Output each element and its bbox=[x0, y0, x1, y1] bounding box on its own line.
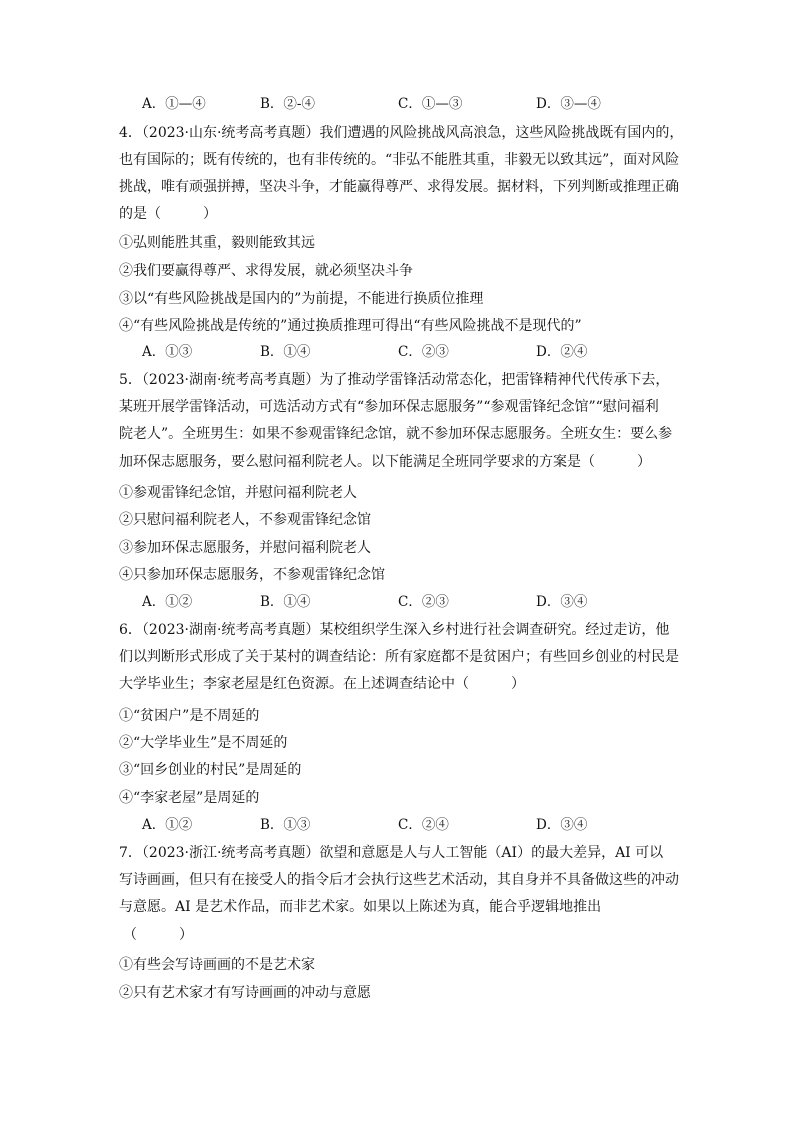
q6-statement-3: ③“回乡创业的村民”是周延的 bbox=[119, 762, 302, 778]
q6-stem-line-2: 们以判断形式形成了关于某村的调查结论：所有家庭都不是贫困户；有些回乡创业的村民是 bbox=[119, 649, 679, 665]
q5-option-a: A．①② bbox=[142, 594, 193, 610]
q4-statement-3: ③以“有些风险挑战是国内的”为前提，不能进行换质位推理 bbox=[119, 291, 484, 307]
q6-statement-4: ④“李家老屋”是周延的 bbox=[119, 790, 260, 806]
q3-option-a: A．①—④ bbox=[142, 96, 206, 112]
q4-stem-line-2: 也有国际的；既有传统的，也有非传统的。“非弘不能胜其重，非毅无以致其远”，面对风险 bbox=[119, 152, 680, 168]
q6-option-a: A．①② bbox=[142, 817, 193, 833]
q7-statement-1: ①有些会写诗画画的不是艺术家 bbox=[119, 957, 315, 973]
q5-options bbox=[142, 592, 662, 612]
q4-statement-4: ④“有些风险挑战是传统的”通过换质推理可得出“有些风险挑战不是现代的” bbox=[119, 318, 582, 334]
q7-statement-2: ②只有艺术家才有写诗画画的冲动与意愿 bbox=[119, 985, 371, 1001]
q5-statement-1: ①参观雷锋纪念馆，并慰问福利院老人 bbox=[119, 485, 357, 501]
q6-option-d: D．③④ bbox=[536, 817, 588, 833]
q6-statement-1: ①“贫困户”是不周延的 bbox=[119, 708, 260, 724]
q4-statement-1: ①弘则能胜其重，毅则能致其远 bbox=[119, 235, 315, 251]
q7-stem-line-2: 写诗画画，但只有在接受人的指令后才会执行这些艺术活动，其自身并不具备做这些的冲动 bbox=[119, 872, 679, 888]
q5-option-c: C．②③ bbox=[398, 594, 449, 610]
q3-option-d: D．③—④ bbox=[536, 96, 601, 112]
q7-stem-line-1: 7．（2023·浙江·统考高考真题）欲望和意愿是人与人工智能（AI）的最大差异，AI 可以 bbox=[119, 845, 664, 861]
q6-statement-2: ②“大学毕业生”是不周延的 bbox=[119, 735, 288, 751]
q6-stem-line-3: 大学毕业生；李家老屋是红色资源。在上述调查结论中（ ） bbox=[119, 676, 525, 692]
q5-option-b: B．①④ bbox=[260, 594, 311, 610]
q4-option-a: A．①③ bbox=[142, 344, 193, 360]
q5-statement-2: ②只慰问福利院老人，不参观雷锋纪念馆 bbox=[119, 512, 371, 528]
q5-stem-line-3: 院老人”。全班男生：如果不参观雷锋纪念馆，就不参加环保志愿服务。全班女生：要么参 bbox=[119, 426, 673, 442]
q3-option-b: B．②-④ bbox=[260, 96, 315, 112]
q3-options bbox=[142, 94, 662, 114]
q5-statement-3: ③参加环保志愿服务，并慰问福利院老人 bbox=[119, 540, 371, 556]
q6-options bbox=[142, 815, 662, 835]
q6-option-b: B．①③ bbox=[260, 817, 311, 833]
q6-stem-line-1: 6．（2023·湖南·统考高考真题）某校组织学生深入乡村进行社会调查研究。经过走访，他 bbox=[119, 622, 670, 638]
q7-stem-line-3: 与意愿。AI 是艺术作品，而非艺术家。如果以上陈述为真，能合乎逻辑地推出 bbox=[119, 899, 602, 915]
q4-statement-2: ②我们要赢得尊严、求得发展，就必须坚决斗争 bbox=[119, 263, 413, 279]
q5-stem-line-4: 加环保志愿服务，要么慰问福利院老人。以下能满足全班同学要求的方案是（ ） bbox=[119, 454, 651, 470]
q4-option-d: D．②④ bbox=[536, 344, 588, 360]
q4-option-b: B．①④ bbox=[260, 344, 311, 360]
q7-stem-line-4: （ ） bbox=[123, 927, 193, 943]
q6-option-c: C．②④ bbox=[398, 817, 449, 833]
q5-stem-line-1: 5．（2023·湖南·统考高考真题）为了推动学雷锋活动常态化，把雷锋精神代代传承下去， bbox=[119, 372, 670, 388]
q4-options bbox=[142, 342, 662, 362]
q4-option-c: C．②③ bbox=[398, 344, 449, 360]
q4-stem-line-4: 的是（ ） bbox=[119, 206, 217, 222]
q3-option-c: C．①—③ bbox=[398, 96, 463, 112]
q5-statement-4: ④只参加环保志愿服务，不参观雷锋纪念馆 bbox=[119, 567, 385, 583]
q5-option-d: D．③④ bbox=[536, 594, 588, 610]
q5-stem-line-2: 某班开展学雷锋活动，可选活动方式有“参加环保志愿服务”“参观雷锋纪念馆”“慰问福利 bbox=[119, 399, 659, 415]
q4-stem-line-3: 挑战，唯有顽强拼搏，坚决斗争，才能赢得尊严、求得发展。据材料，下列判断或推理正确 bbox=[119, 179, 679, 195]
q4-stem-line-1: 4．（2023·山东·统考高考真题）我们遭遇的风险挑战风高浪急，这些风险挑战既有国内的， bbox=[119, 125, 684, 141]
